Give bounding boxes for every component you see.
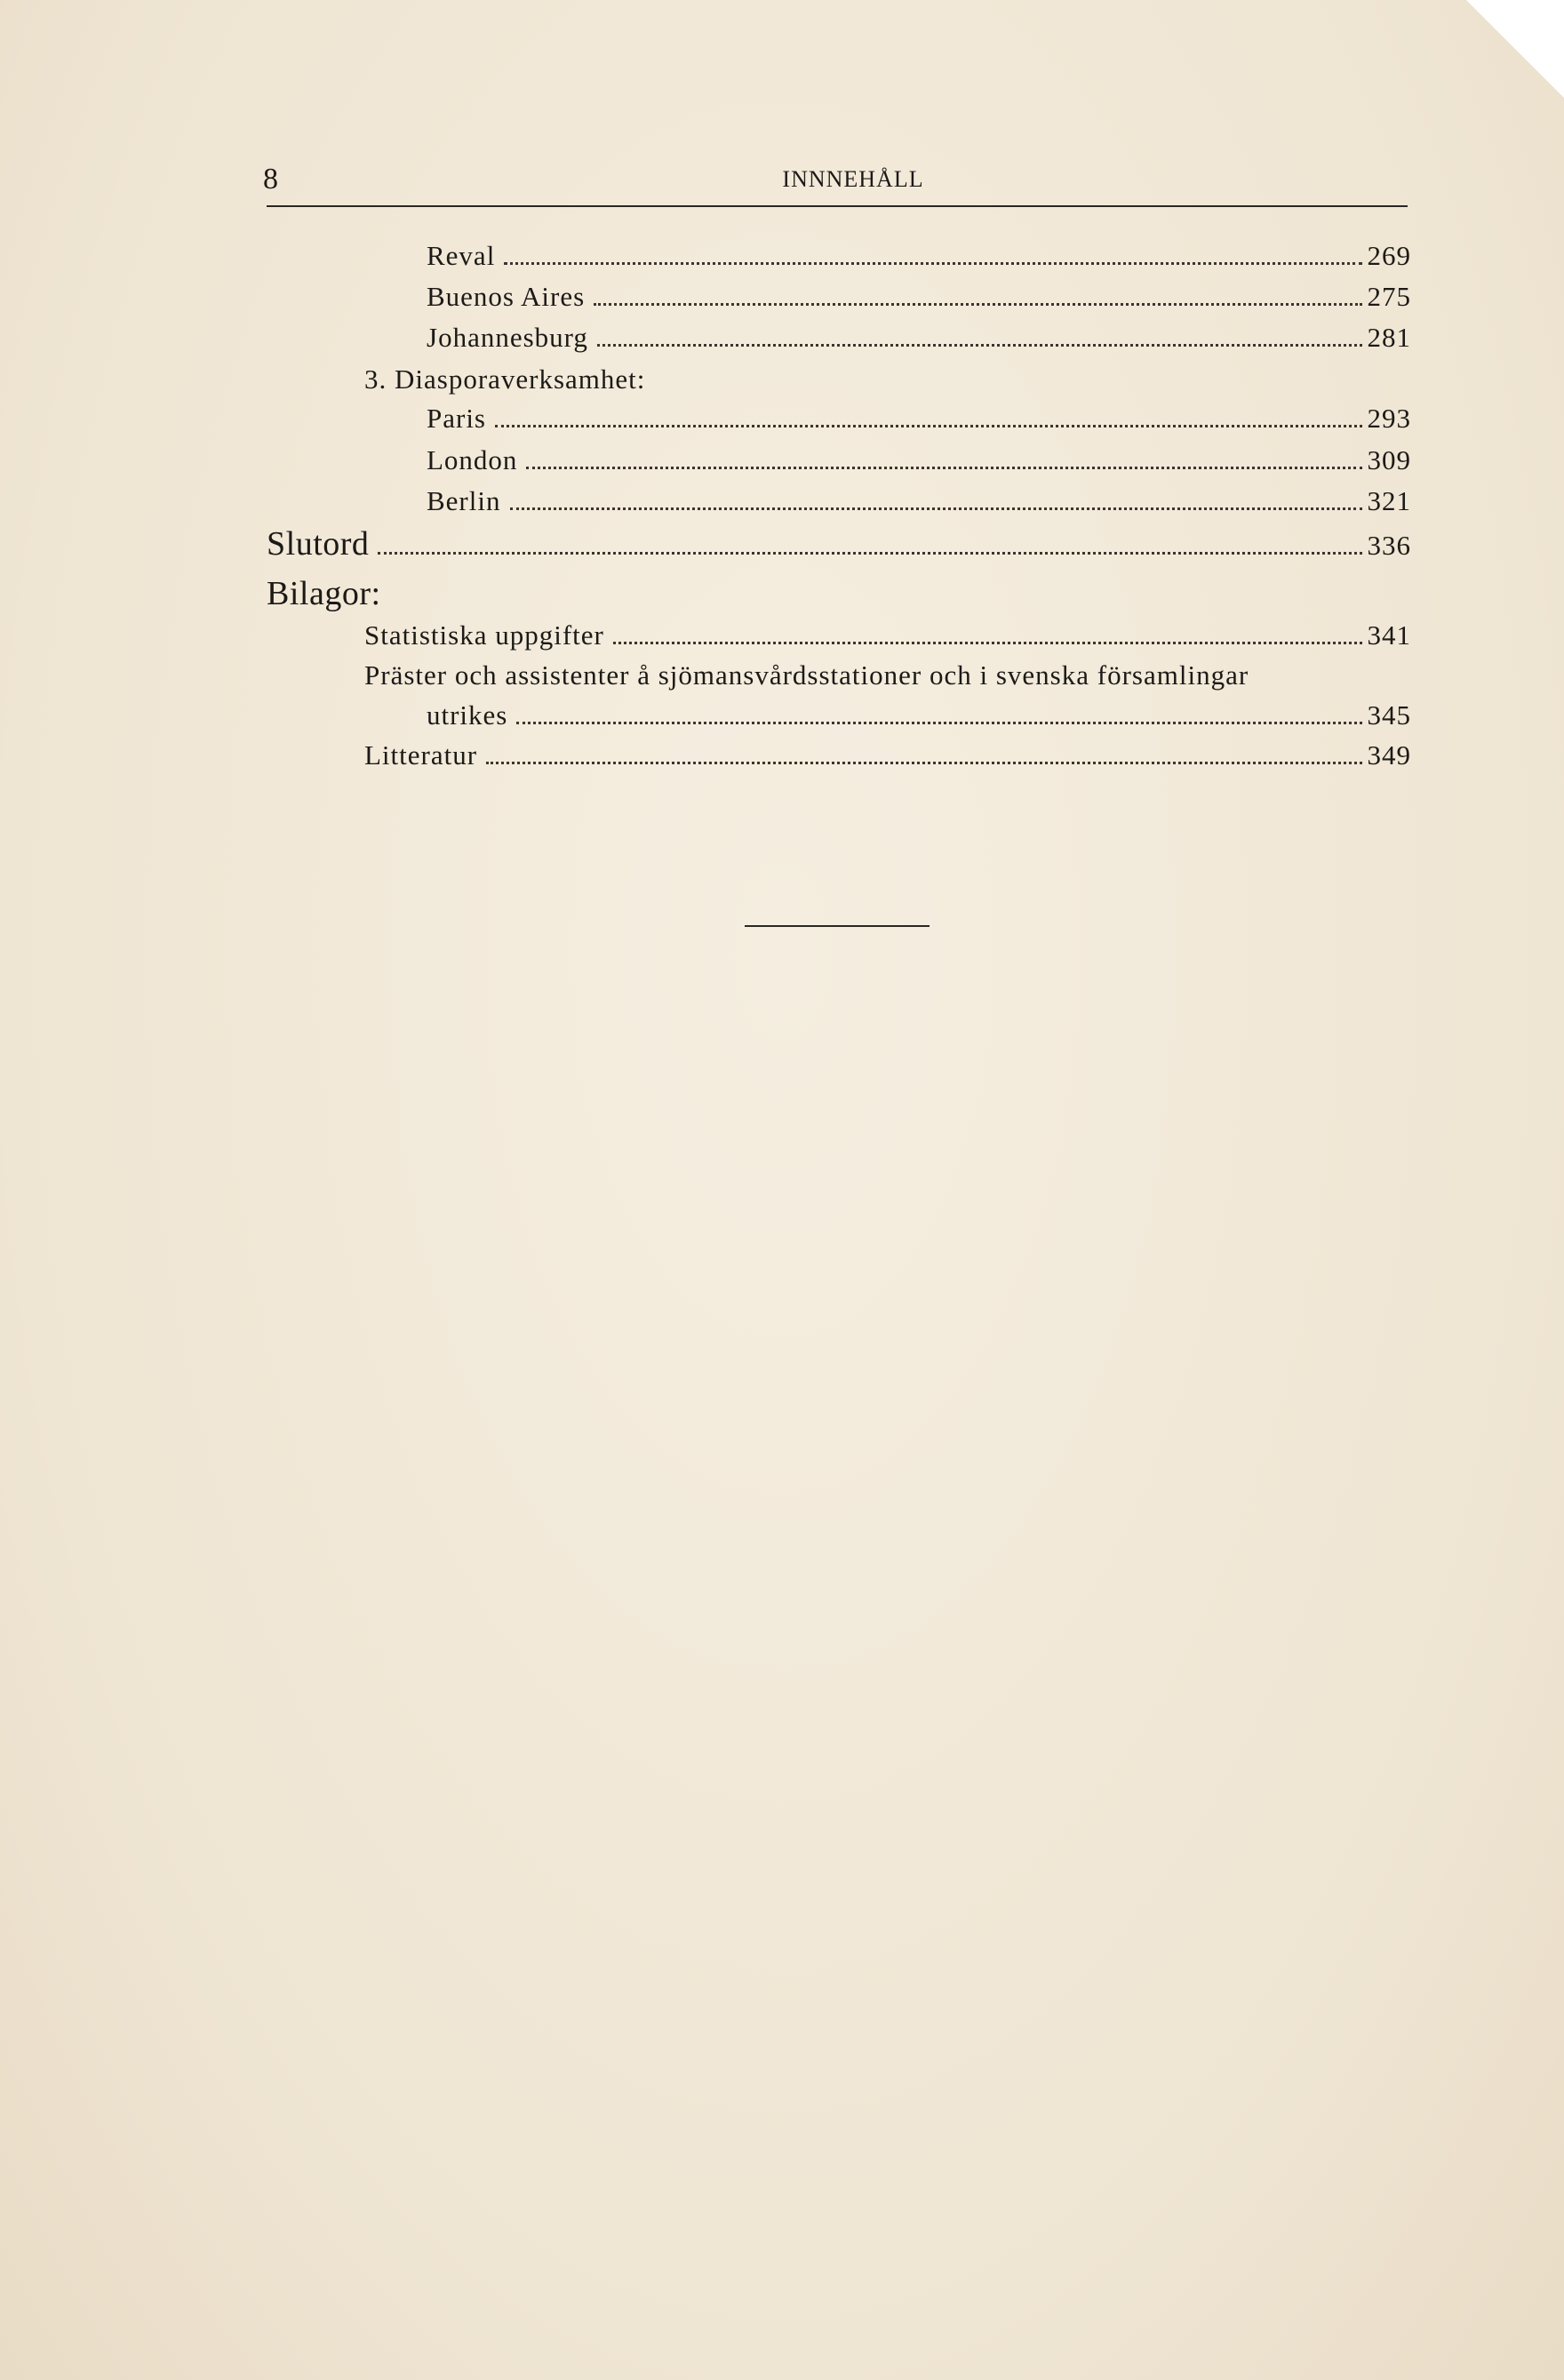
toc-entry-label: Johannesburg	[427, 322, 588, 353]
dot-leader	[594, 303, 1361, 306]
header-rule	[267, 205, 1408, 207]
toc-entry-london	[427, 444, 1411, 477]
toc-entry-slutord	[267, 524, 1411, 563]
toc-entry-litteratur	[364, 739, 1411, 772]
toc-entry-page: 293	[1367, 403, 1411, 434]
toc-entry-johannesburg	[427, 322, 1411, 355]
toc-entry-label: Berlin	[427, 485, 501, 516]
toc-entry-page: 341	[1367, 619, 1411, 651]
end-rule	[745, 925, 930, 927]
toc-entry-utrikes	[427, 699, 1411, 732]
dot-leader	[378, 552, 1361, 555]
dot-leader	[613, 642, 1362, 644]
toc-entry-label: Litteratur	[364, 739, 478, 771]
running-head: INNNEHÅLL	[782, 166, 924, 192]
toc-section-diaspora: 3. Diasporaverksamhet:	[364, 363, 646, 395]
toc-entry-page: 269	[1367, 240, 1411, 271]
dot-leader	[516, 722, 1361, 724]
toc-entry-label: utrikes	[427, 699, 508, 731]
toc-entry-label: Slutord	[267, 525, 370, 563]
toc-entry-page: 321	[1367, 485, 1411, 516]
toc-entry-praster-line: Präster och assistenter å sjömansvårdsstationer och i svenska församlingar	[364, 659, 1249, 691]
toc-entry-page: 336	[1367, 530, 1411, 561]
toc-entry-label: Reval	[427, 240, 496, 271]
dot-leader	[597, 344, 1362, 347]
toc-entry-label: Paris	[427, 403, 486, 434]
toc-entry-label: London	[427, 444, 518, 475]
toc-section-bilagor: Bilagor:	[267, 575, 381, 612]
toc-entry-page: 281	[1367, 322, 1411, 353]
toc-entry-reval	[427, 240, 1411, 273]
toc-entry-statistiska	[364, 619, 1411, 652]
dot-leader	[510, 507, 1362, 510]
toc-entry-buenos-aires	[427, 281, 1411, 314]
dot-leader	[526, 467, 1361, 469]
page-number: 8	[263, 163, 278, 196]
toc-entry-paris	[427, 403, 1411, 435]
toc-entry-page: 275	[1367, 281, 1411, 312]
toc-entry-label: Statistiska uppgifter	[364, 619, 604, 651]
dot-leader	[495, 425, 1362, 427]
toc-entry-page: 345	[1367, 699, 1411, 731]
dot-leader	[504, 262, 1361, 265]
toc-entry-label: Buenos Aires	[427, 281, 586, 312]
toc-entry-page: 309	[1367, 444, 1411, 475]
toc-entry-page: 349	[1367, 739, 1411, 771]
dot-leader	[486, 762, 1361, 764]
toc-entry-berlin	[427, 485, 1411, 518]
page-corner	[1466, 0, 1564, 98]
